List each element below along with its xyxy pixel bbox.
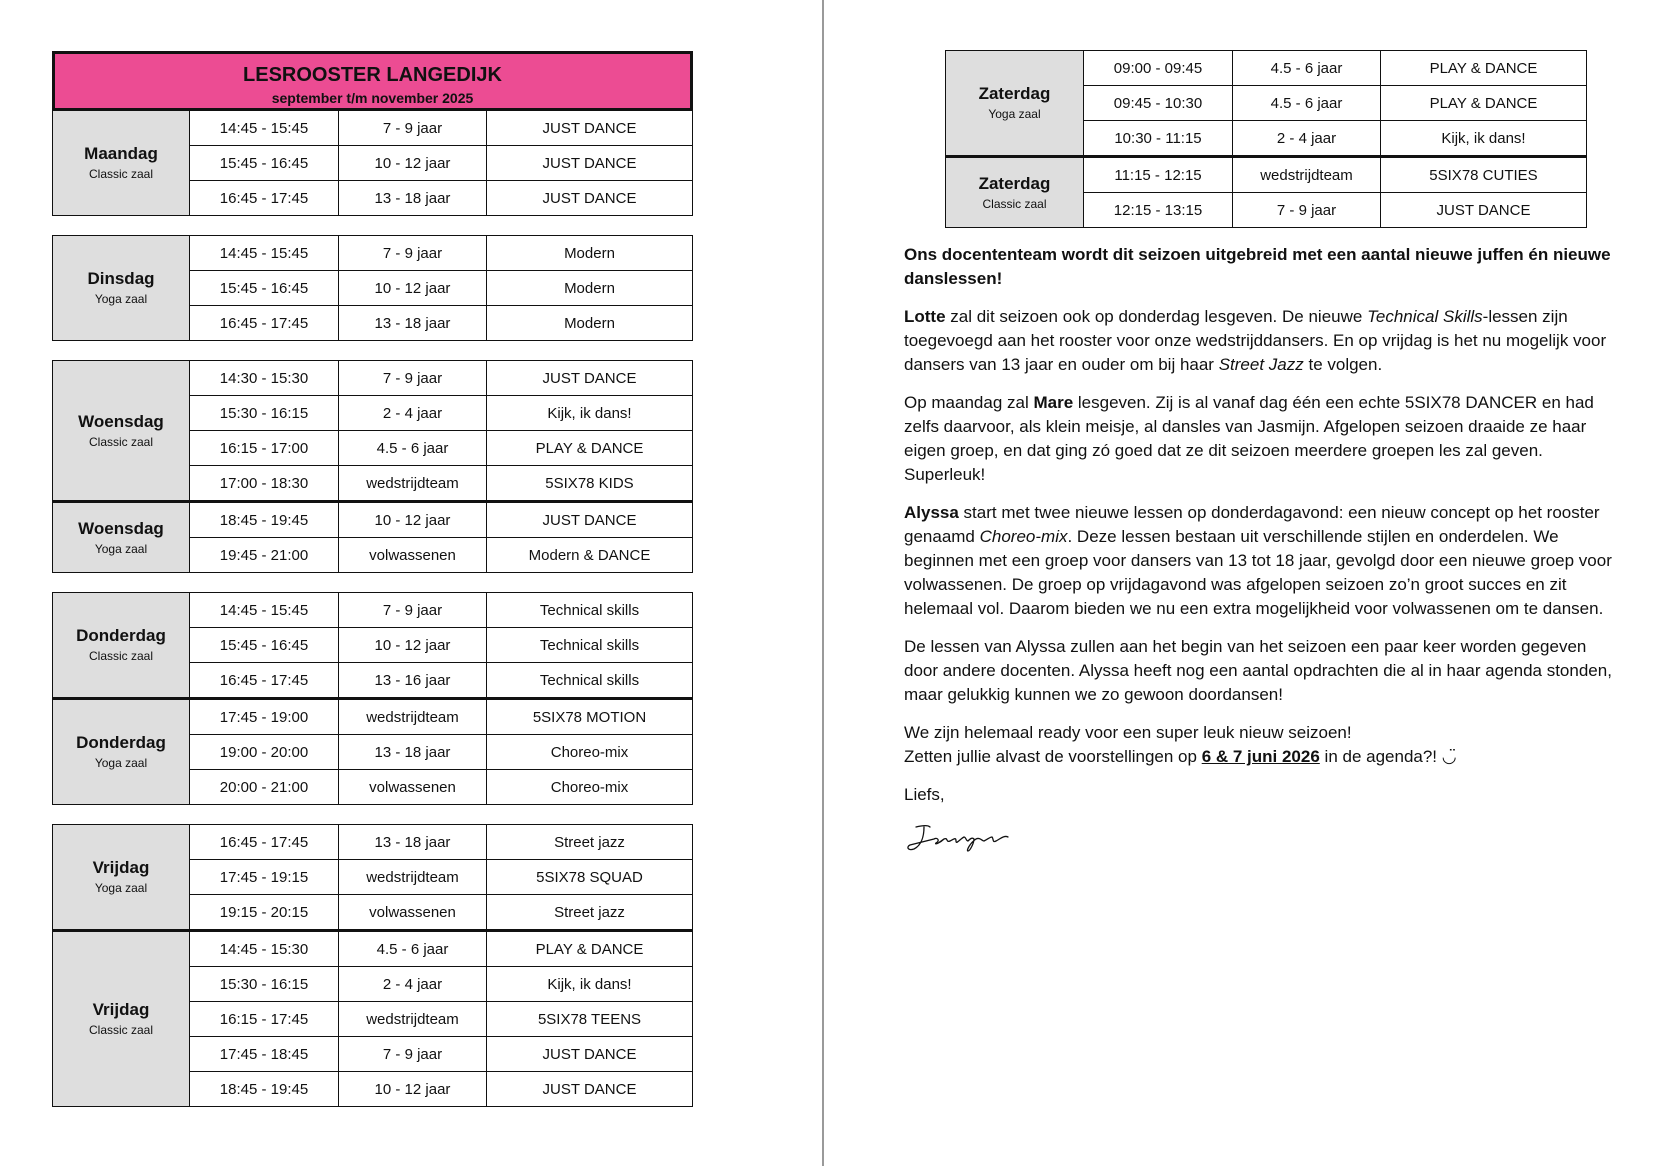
age-cell: 7 - 9 jaar xyxy=(339,361,487,395)
room-name: Classic zaal xyxy=(88,167,154,181)
time-cell: 14:45 - 15:45 xyxy=(190,236,339,270)
day-cell xyxy=(53,236,190,340)
teacher-name: Alyssa xyxy=(904,503,959,522)
day-name: Donderdag xyxy=(76,626,166,645)
class-cell: Technical skills xyxy=(539,671,640,689)
age-cell: 13 - 16 jaar xyxy=(339,663,487,697)
age-cell: 10 - 12 jaar xyxy=(339,146,487,180)
age-cell: 2 - 4 jaar xyxy=(1233,121,1381,155)
class-cell: Kijk, ik dans! xyxy=(1441,129,1526,147)
emphasis: Street Jazz xyxy=(1218,355,1304,374)
age-cell: wedstrijdteam xyxy=(339,1002,487,1036)
lesson-row xyxy=(190,1036,692,1071)
room-name: Yoga zaal xyxy=(94,756,148,770)
class-cell: PLAY & DANCE xyxy=(535,439,644,457)
class-cell: 5SIX78 MOTION xyxy=(532,708,647,726)
age-cell: 4.5 - 6 jaar xyxy=(339,431,487,465)
age-cell: 7 - 9 jaar xyxy=(339,236,487,270)
lesson-row xyxy=(190,305,692,340)
lesson-rows xyxy=(190,503,692,572)
group xyxy=(53,236,692,340)
time-cell: 19:00 - 20:00 xyxy=(190,735,339,769)
age-cell: wedstrijdteam xyxy=(339,860,487,894)
time-cell: 11:15 - 12:15 xyxy=(1084,158,1233,192)
block-saturday xyxy=(945,50,1587,228)
age-cell: wedstrijdteam xyxy=(1233,158,1381,192)
class-cell: 5SIX78 CUTIES xyxy=(1429,166,1538,184)
emphasis: Technical Skills xyxy=(1367,307,1483,326)
schedule-header xyxy=(52,51,693,111)
lesson-row xyxy=(190,966,692,1001)
room-name: Classic zaal xyxy=(88,1023,154,1037)
schedule-subtitle: september t/m november 2025 xyxy=(271,90,474,106)
lesson-row xyxy=(1084,192,1586,227)
day-cell xyxy=(53,111,190,215)
class-cell: Technical skills xyxy=(539,636,640,654)
age-cell: 7 - 9 jaar xyxy=(339,111,487,145)
time-cell: 18:45 - 19:45 xyxy=(190,1072,339,1106)
lesson-row xyxy=(190,180,692,215)
room-name: Yoga zaal xyxy=(988,107,1041,121)
lesson-row xyxy=(190,111,692,145)
group xyxy=(53,929,692,1106)
class-cell: Kijk, ik dans! xyxy=(547,404,632,422)
time-cell: 16:45 - 17:45 xyxy=(190,663,339,697)
time-cell: 17:45 - 19:00 xyxy=(190,700,339,734)
lesson-row xyxy=(1084,51,1586,85)
day-cell xyxy=(946,158,1084,227)
class-cell: Modern xyxy=(564,244,615,262)
letter-paragraph-mare xyxy=(904,391,1624,487)
lesson-row xyxy=(1084,85,1586,120)
class-cell: Modern xyxy=(564,314,615,332)
lesson-row xyxy=(190,1001,692,1036)
group xyxy=(53,825,692,929)
lesson-rows xyxy=(190,236,692,340)
group xyxy=(53,697,692,804)
class-cell: 5SIX78 SQUAD xyxy=(536,868,643,886)
time-cell: 15:30 - 16:15 xyxy=(190,396,339,430)
lesson-row xyxy=(190,465,692,500)
time-cell: 16:45 - 17:45 xyxy=(190,306,339,340)
letter-closing: Liefs, xyxy=(904,785,945,804)
lesson-row xyxy=(190,932,692,966)
class-cell: Choreo-mix xyxy=(550,778,629,796)
lesson-row xyxy=(190,662,692,697)
lesson-row xyxy=(190,395,692,430)
class-cell: JUST DANCE xyxy=(542,119,637,137)
class-cell: JUST DANCE xyxy=(542,369,637,387)
group xyxy=(53,500,692,572)
age-cell: 2 - 4 jaar xyxy=(339,396,487,430)
time-cell: 15:45 - 16:45 xyxy=(190,146,339,180)
day-cell xyxy=(53,932,190,1106)
lesson-row xyxy=(190,627,692,662)
lesson-rows xyxy=(190,593,692,697)
text: We zijn helemaal ready voor een super leuk nieuw seizoen! xyxy=(904,723,1352,742)
class-cell: JUST DANCE xyxy=(542,1045,637,1063)
schedule-title: LESROOSTER LANGEDIJK xyxy=(243,64,502,86)
time-cell: 15:45 - 16:45 xyxy=(190,628,339,662)
age-cell: 4.5 - 6 jaar xyxy=(339,932,487,966)
time-cell: 18:45 - 19:45 xyxy=(190,503,339,537)
day-name: Zaterdag xyxy=(978,84,1051,103)
lesson-row xyxy=(190,430,692,465)
time-cell: 15:45 - 16:45 xyxy=(190,271,339,305)
age-cell: 10 - 12 jaar xyxy=(339,503,487,537)
day-name: Vrijdag xyxy=(92,858,150,877)
text: Zetten jullie alvast de voorstellingen op xyxy=(904,747,1202,766)
lesson-rows xyxy=(190,700,692,804)
time-cell: 09:45 - 10:30 xyxy=(1084,86,1233,120)
lesson-rows xyxy=(190,825,692,929)
block-monday xyxy=(52,111,693,216)
emphasis: Choreo-mix xyxy=(979,527,1068,546)
lesson-row xyxy=(190,236,692,270)
day-cell xyxy=(53,503,190,572)
letter-paragraph-lotte xyxy=(904,305,1624,377)
room-name: Yoga zaal xyxy=(94,292,148,306)
time-cell: 14:45 - 15:30 xyxy=(190,932,339,966)
lesson-row xyxy=(1084,158,1586,192)
text: Op maandag zal xyxy=(904,393,1034,412)
class-cell: PLAY & DANCE xyxy=(1429,59,1538,77)
group xyxy=(53,111,692,215)
time-cell: 14:30 - 15:30 xyxy=(190,361,339,395)
time-cell: 10:30 - 11:15 xyxy=(1084,121,1233,155)
room-name: Yoga zaal xyxy=(94,881,148,895)
block-tuesday xyxy=(52,235,693,341)
class-cell: Street jazz xyxy=(554,833,625,851)
group xyxy=(946,155,1586,227)
group xyxy=(53,361,692,500)
page-divider xyxy=(822,0,824,1166)
class-cell: Choreo-mix xyxy=(550,743,629,761)
time-cell: 14:45 - 15:45 xyxy=(190,593,339,627)
age-cell: 7 - 9 jaar xyxy=(1233,193,1381,227)
time-cell: 16:45 - 17:45 xyxy=(190,181,339,215)
time-cell: 17:45 - 18:45 xyxy=(190,1037,339,1071)
age-cell: volwassenen xyxy=(339,770,487,804)
lesson-row xyxy=(190,361,692,395)
class-cell: Technical skills xyxy=(539,601,640,619)
day-cell xyxy=(946,51,1084,155)
day-name: Dinsdag xyxy=(87,269,155,288)
letter-intro: Ons docententeam wordt dit seizoen uitgebreid met een aantal nieuwe juffen én nieuwe danslessen! xyxy=(904,245,1611,288)
class-cell: Street jazz xyxy=(554,903,625,921)
block-wednesday xyxy=(52,360,693,573)
day-cell xyxy=(53,361,190,500)
letter-paragraph-closing xyxy=(904,721,1624,769)
text: . Deze lessen bestaan uit verschillende stijlen en onderdelen. We beginnen met een groep voor dansers van 13 tot 18 jaar, gevolgd door een nieuwe groep voor volwassenen. De groep op vrijdagavond was afgelopen seizoen zo’n groot succes en zit helemaal vol. Daarom bieden we nu een extra mogelijkheid voor volwassenen om te dansen. xyxy=(904,527,1612,618)
day-name: Woensdag xyxy=(78,411,164,431)
letter-paragraph-substitutes: De lessen van Alyssa zullen aan het begin van het seizoen een paar keer worden gegeven door andere docenten. Alyssa heeft nog een aantal opdrachten die al in haar agenda stonden, maar gelukkig kunnen we zo gewoon doordansen! xyxy=(904,637,1612,704)
class-cell: PLAY & DANCE xyxy=(1429,94,1538,112)
class-cell: JUST DANCE xyxy=(542,511,637,529)
time-cell: 17:00 - 18:30 xyxy=(190,466,339,500)
day-name: Donderdag xyxy=(76,733,166,752)
day-name: Maandag xyxy=(84,144,158,163)
block-friday xyxy=(52,824,693,1107)
time-cell: 16:15 - 17:45 xyxy=(190,1002,339,1036)
lesson-rows xyxy=(190,932,692,1106)
day-name: Zaterdag xyxy=(978,173,1051,193)
age-cell: 7 - 9 jaar xyxy=(339,1037,487,1071)
lesson-row xyxy=(190,270,692,305)
age-cell: volwassenen xyxy=(339,895,487,929)
lesson-row xyxy=(190,503,692,537)
text: zal dit seizoen ook op donderdag lesgeven. De nieuwe xyxy=(945,307,1368,326)
room-name: Classic zaal xyxy=(88,649,154,663)
age-cell: 4.5 - 6 jaar xyxy=(1233,51,1381,85)
schedule-left xyxy=(52,51,693,1107)
time-cell: 19:45 - 21:00 xyxy=(190,538,339,572)
age-cell: 2 - 4 jaar xyxy=(339,967,487,1001)
class-cell: 5SIX78 KIDS xyxy=(545,474,634,492)
lesson-row xyxy=(190,537,692,572)
time-cell: 16:15 - 17:00 xyxy=(190,431,339,465)
group xyxy=(946,51,1586,155)
lesson-rows xyxy=(1084,51,1586,155)
text: in de agenda?! ◡̈ xyxy=(1319,747,1457,766)
day-name: Vrijdag xyxy=(92,1000,150,1019)
age-cell: 13 - 18 jaar xyxy=(339,306,487,340)
lesson-rows xyxy=(1084,158,1586,227)
day-cell xyxy=(53,700,190,804)
lesson-row xyxy=(190,825,692,859)
day-cell xyxy=(53,593,190,697)
lesson-rows xyxy=(190,111,692,215)
time-cell: 12:15 - 13:15 xyxy=(1084,193,1233,227)
signature xyxy=(904,821,1624,862)
age-cell: 7 - 9 jaar xyxy=(339,593,487,627)
lesson-row xyxy=(190,593,692,627)
time-cell: 20:00 - 21:00 xyxy=(190,770,339,804)
class-cell: JUST DANCE xyxy=(542,189,637,207)
time-cell: 19:15 - 20:15 xyxy=(190,895,339,929)
lesson-row xyxy=(190,734,692,769)
age-cell: 10 - 12 jaar xyxy=(339,628,487,662)
time-cell: 15:30 - 16:15 xyxy=(190,967,339,1001)
class-cell: Modern xyxy=(564,279,615,297)
text: te volgen. xyxy=(1303,355,1383,374)
class-cell: PLAY & DANCE xyxy=(535,940,644,958)
age-cell: 10 - 12 jaar xyxy=(339,271,487,305)
lesson-row xyxy=(1084,120,1586,155)
age-cell: 13 - 18 jaar xyxy=(339,825,487,859)
age-cell: wedstrijdteam xyxy=(339,700,487,734)
text: start met twee nieuwe lessen op donderdagavond: een nieuw concept op het rooster genaamd xyxy=(904,503,1600,546)
teacher-name: Mare xyxy=(1033,393,1074,412)
lesson-rows xyxy=(190,361,692,500)
class-cell: Modern & DANCE xyxy=(528,546,651,564)
text: -lessen zijn toegevoegd aan het rooster voor onze wedstrijddansers. En op vrijdag is het nu mogelijk voor dansers van 13 jaar en ouder om bij haar xyxy=(904,307,1607,374)
room-name: Yoga zaal xyxy=(94,541,148,556)
class-cell: JUST DANCE xyxy=(542,154,637,172)
class-cell: 5SIX78 TEENS xyxy=(537,1010,642,1028)
performance-date: 6 & 7 juni 2026 xyxy=(1201,747,1320,766)
lesson-row xyxy=(190,769,692,804)
age-cell: 13 - 18 jaar xyxy=(339,735,487,769)
age-cell: 10 - 12 jaar xyxy=(339,1072,487,1106)
letter-paragraph-alyssa xyxy=(904,501,1624,621)
time-cell: 09:00 - 09:45 xyxy=(1084,51,1233,85)
day-cell xyxy=(53,825,190,929)
day-name: Woensdag xyxy=(78,518,164,538)
letter xyxy=(904,243,1624,862)
lesson-row xyxy=(190,859,692,894)
age-cell: 4.5 - 6 jaar xyxy=(1233,86,1381,120)
block-thursday xyxy=(52,592,693,805)
lesson-row xyxy=(190,700,692,734)
class-cell: JUST DANCE xyxy=(542,1080,637,1098)
age-cell: volwassenen xyxy=(339,538,487,572)
room-name: Classic zaal xyxy=(88,434,154,449)
lesson-row xyxy=(190,145,692,180)
time-cell: 16:45 - 17:45 xyxy=(190,825,339,859)
age-cell: wedstrijdteam xyxy=(339,466,487,500)
group xyxy=(53,593,692,697)
room-name: Classic zaal xyxy=(982,196,1047,211)
time-cell: 14:45 - 15:45 xyxy=(190,111,339,145)
signature-graphic xyxy=(904,821,1014,855)
age-cell: 13 - 18 jaar xyxy=(339,181,487,215)
lesson-row xyxy=(190,894,692,929)
class-cell: JUST DANCE xyxy=(1436,201,1531,219)
lesson-row xyxy=(190,1071,692,1106)
time-cell: 17:45 - 19:15 xyxy=(190,860,339,894)
teacher-name: Lotte xyxy=(904,307,946,326)
text: lesgeven. Zij is al vanaf dag één een echte 5SIX78 DANCER en had zelfs daarvoor, als klein meisje, al dansles van Jasmijn. Afgelopen seizoen draaide ze haar eigen groep, en dat ging zó goed dat ze dit seizoen meerdere groepen les zal geven. Superleuk! xyxy=(904,393,1594,484)
class-cell: Kijk, ik dans! xyxy=(547,975,632,993)
